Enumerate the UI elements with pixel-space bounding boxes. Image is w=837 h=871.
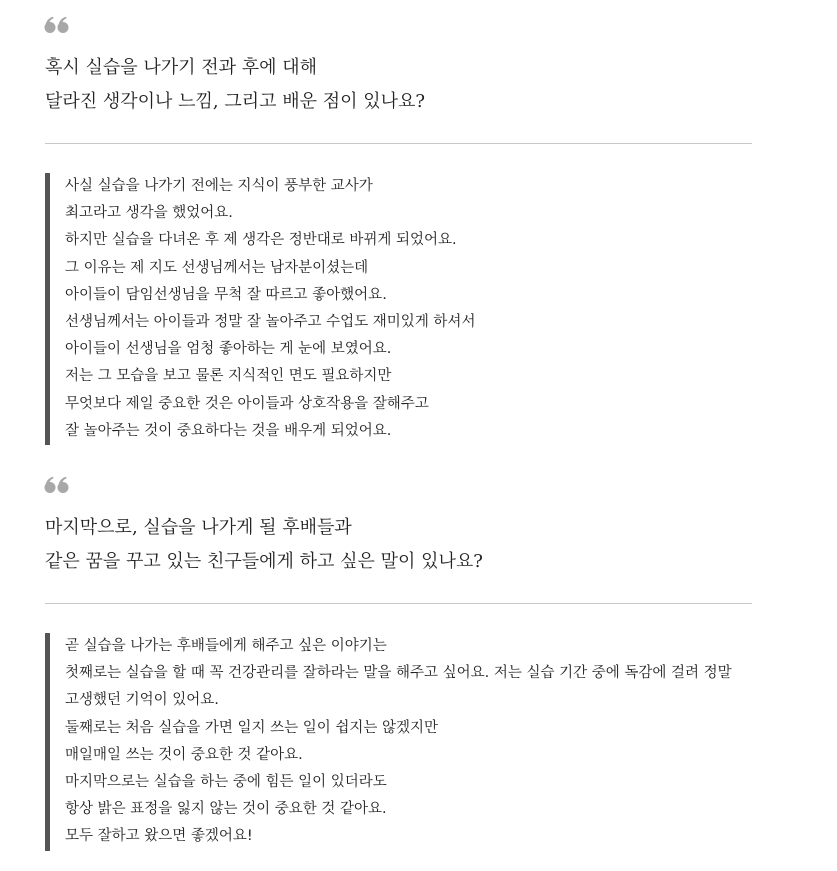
answer-line: 항상 밝은 표정을 잃지 않는 것이 중요한 것 같아요. [65,801,387,818]
answer-line: 그 이유는 제 지도 선생님께서는 남자분이셨는데 [65,259,369,276]
answer-line: 최고라고 생각을 했었어요. [65,205,233,222]
answer-line: 아이들이 선생님을 엄청 좋아하는 게 눈에 보였어요. [65,341,392,358]
question-2-line: 같은 꿈을 꾸고 있는 친구들에게 하고 싶은 말이 있나요? [45,551,483,572]
answer-line: 저는 그 모습을 보고 물론 지식적인 면도 필요하지만 [65,368,392,385]
quote-icon [44,16,74,34]
question-1-line: 달라진 생각이나 느낌, 그리고 배운 점이 있나요? [45,91,426,112]
answer-line: 둘째로는 처음 실습을 가면 일지 쓰는 일이 쉽지는 않겠지만 [65,719,439,736]
answer-2 [45,633,745,851]
answer-1 [45,173,745,445]
quote-icon [44,476,74,494]
question-1 [45,51,425,119]
question-1-line: 혹시 실습을 나가기 전과 후에 대해 [45,57,318,78]
answer-line: 아이들이 담임선생님을 무척 잘 따르고 좋아했어요. [65,286,387,303]
answer-line: 모두 잘하고 왔으면 좋겠어요! [65,828,253,845]
question-2 [45,511,483,579]
section-divider [45,603,752,604]
answer-line: 곧 실습을 나가는 후배들에게 해주고 싶은 이야기는 [65,638,387,654]
answer-line: 무엇보다 제일 중요한 것은 아이들과 상호작용을 잘해주고 [65,395,429,412]
answer-line: 선생님께서는 아이들과 정말 잘 놀아주고 수업도 재미있게 하셔서 [65,314,476,331]
answer-line: 잘 놀아주는 것이 중요하다는 것을 배우게 되었어요. [65,422,392,439]
answer-line: 매일매일 쓰는 것이 중요한 것 같아요. [65,746,303,763]
answer-line: 첫째로는 실습을 할 때 꼭 건강관리를 잘하라는 말을 해주고 싶어요. 저는 실습 기간 중에 독감에 걸려 정말 고생했던 기억이 있어요. [65,665,732,709]
answer-line: 사실 실습을 나가기 전에는 지식이 풍부한 교사가 [65,178,373,194]
answer-line: 마지막으로는 실습을 하는 중에 힘든 일이 있더라도 [65,774,387,791]
answer-line: 하지만 실습을 다녀온 후 제 생각은 정반대로 바뀌게 되었어요. [65,232,457,249]
section-divider [45,143,752,144]
question-2-line: 마지막으로, 실습을 나가게 될 후배들과 [45,517,352,538]
